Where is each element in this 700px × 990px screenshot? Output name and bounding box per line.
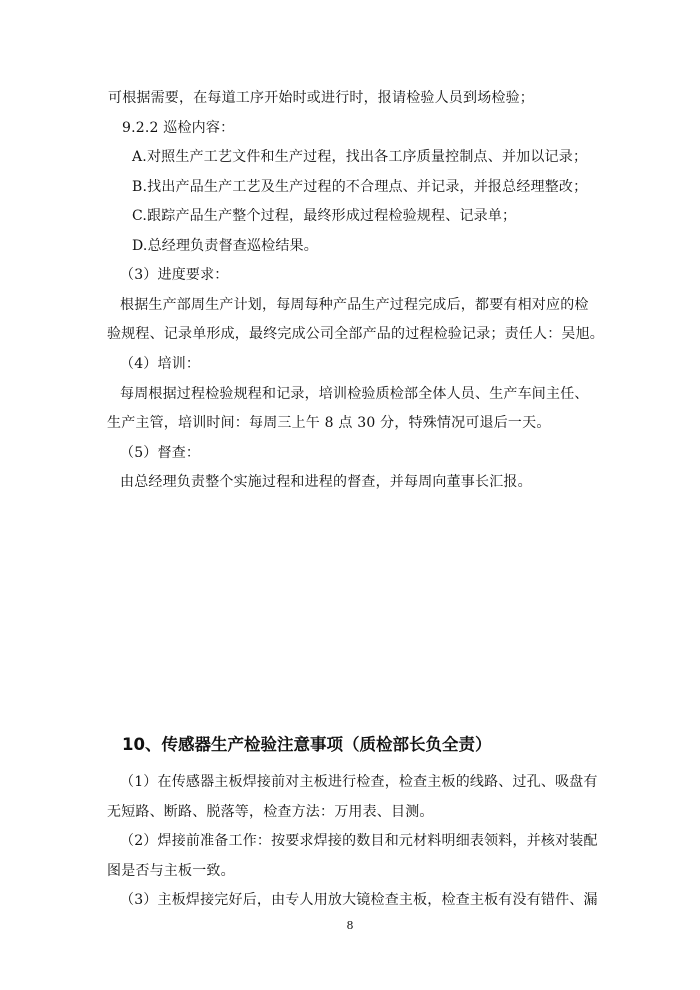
paragraph-line: 验规程、记录单形成，最终完成公司全部产品的过程检验记录；责任人：吴旭。 bbox=[107, 326, 604, 342]
paragraph-line: 根据生产部周生产计划，每周每种产品生产过程完成后，都要有相对应的检 bbox=[120, 297, 589, 313]
list-item-b: B.找出产品生产工艺及生产过程的不合理点、并记录，并报总经理整改； bbox=[132, 179, 588, 195]
item-heading-supervision: （5）督查： bbox=[120, 445, 201, 461]
page-number: 8 bbox=[346, 919, 354, 932]
list-item-d: D.总经理负责督查巡检结果。 bbox=[132, 238, 318, 254]
item-heading-progress: （3）进度要求： bbox=[120, 267, 229, 283]
paragraph-line: 无短路、断路、脱落等，检查方法：万用表、目测。 bbox=[107, 804, 434, 820]
paragraph-line: 可根据需要，在每道工序开始时或进行时，报请检验人员到场检验； bbox=[108, 90, 534, 106]
list-item-c: C.跟踪产品生产整个过程，最终形成过程检验规程、记录单； bbox=[132, 208, 517, 224]
section-heading: 10、传感器生产检验注意事项（质检部长负全责） bbox=[122, 735, 492, 754]
paragraph-line: 每周根据过程检验规程和记录，培训检验质检部全体人员、生产车间主任、 bbox=[120, 386, 589, 402]
item-heading-training: （4）培训： bbox=[120, 356, 201, 372]
subsection-heading: 9.2.2 巡检内容： bbox=[122, 120, 235, 136]
paragraph-line: （3）主板焊接完好后，由专人用放大镜检查主板，检查主板有没有错件、漏 bbox=[120, 892, 598, 908]
paragraph-line: （1）在传感器主板焊接前对主板进行检查，检查主板的线路、过孔、吸盘有 bbox=[120, 774, 598, 790]
paragraph-line: 图是否与主板一致。 bbox=[107, 863, 235, 879]
paragraph-line: 由总经理负责整个实施过程和进程的督查，并每周向董事长汇报。 bbox=[120, 474, 532, 490]
paragraph-line: 生产主管，培训时间：每周三上午 8 点 30 分，特殊情况可退后一天。 bbox=[107, 415, 551, 431]
paragraph-line: （2）焊接前准备工作：按要求焊接的数目和元材料明细表领料，并核对装配 bbox=[120, 833, 598, 849]
list-item-a: A.对照生产工艺文件和生产过程，找出各工序质量控制点、并加以记录； bbox=[132, 149, 588, 165]
